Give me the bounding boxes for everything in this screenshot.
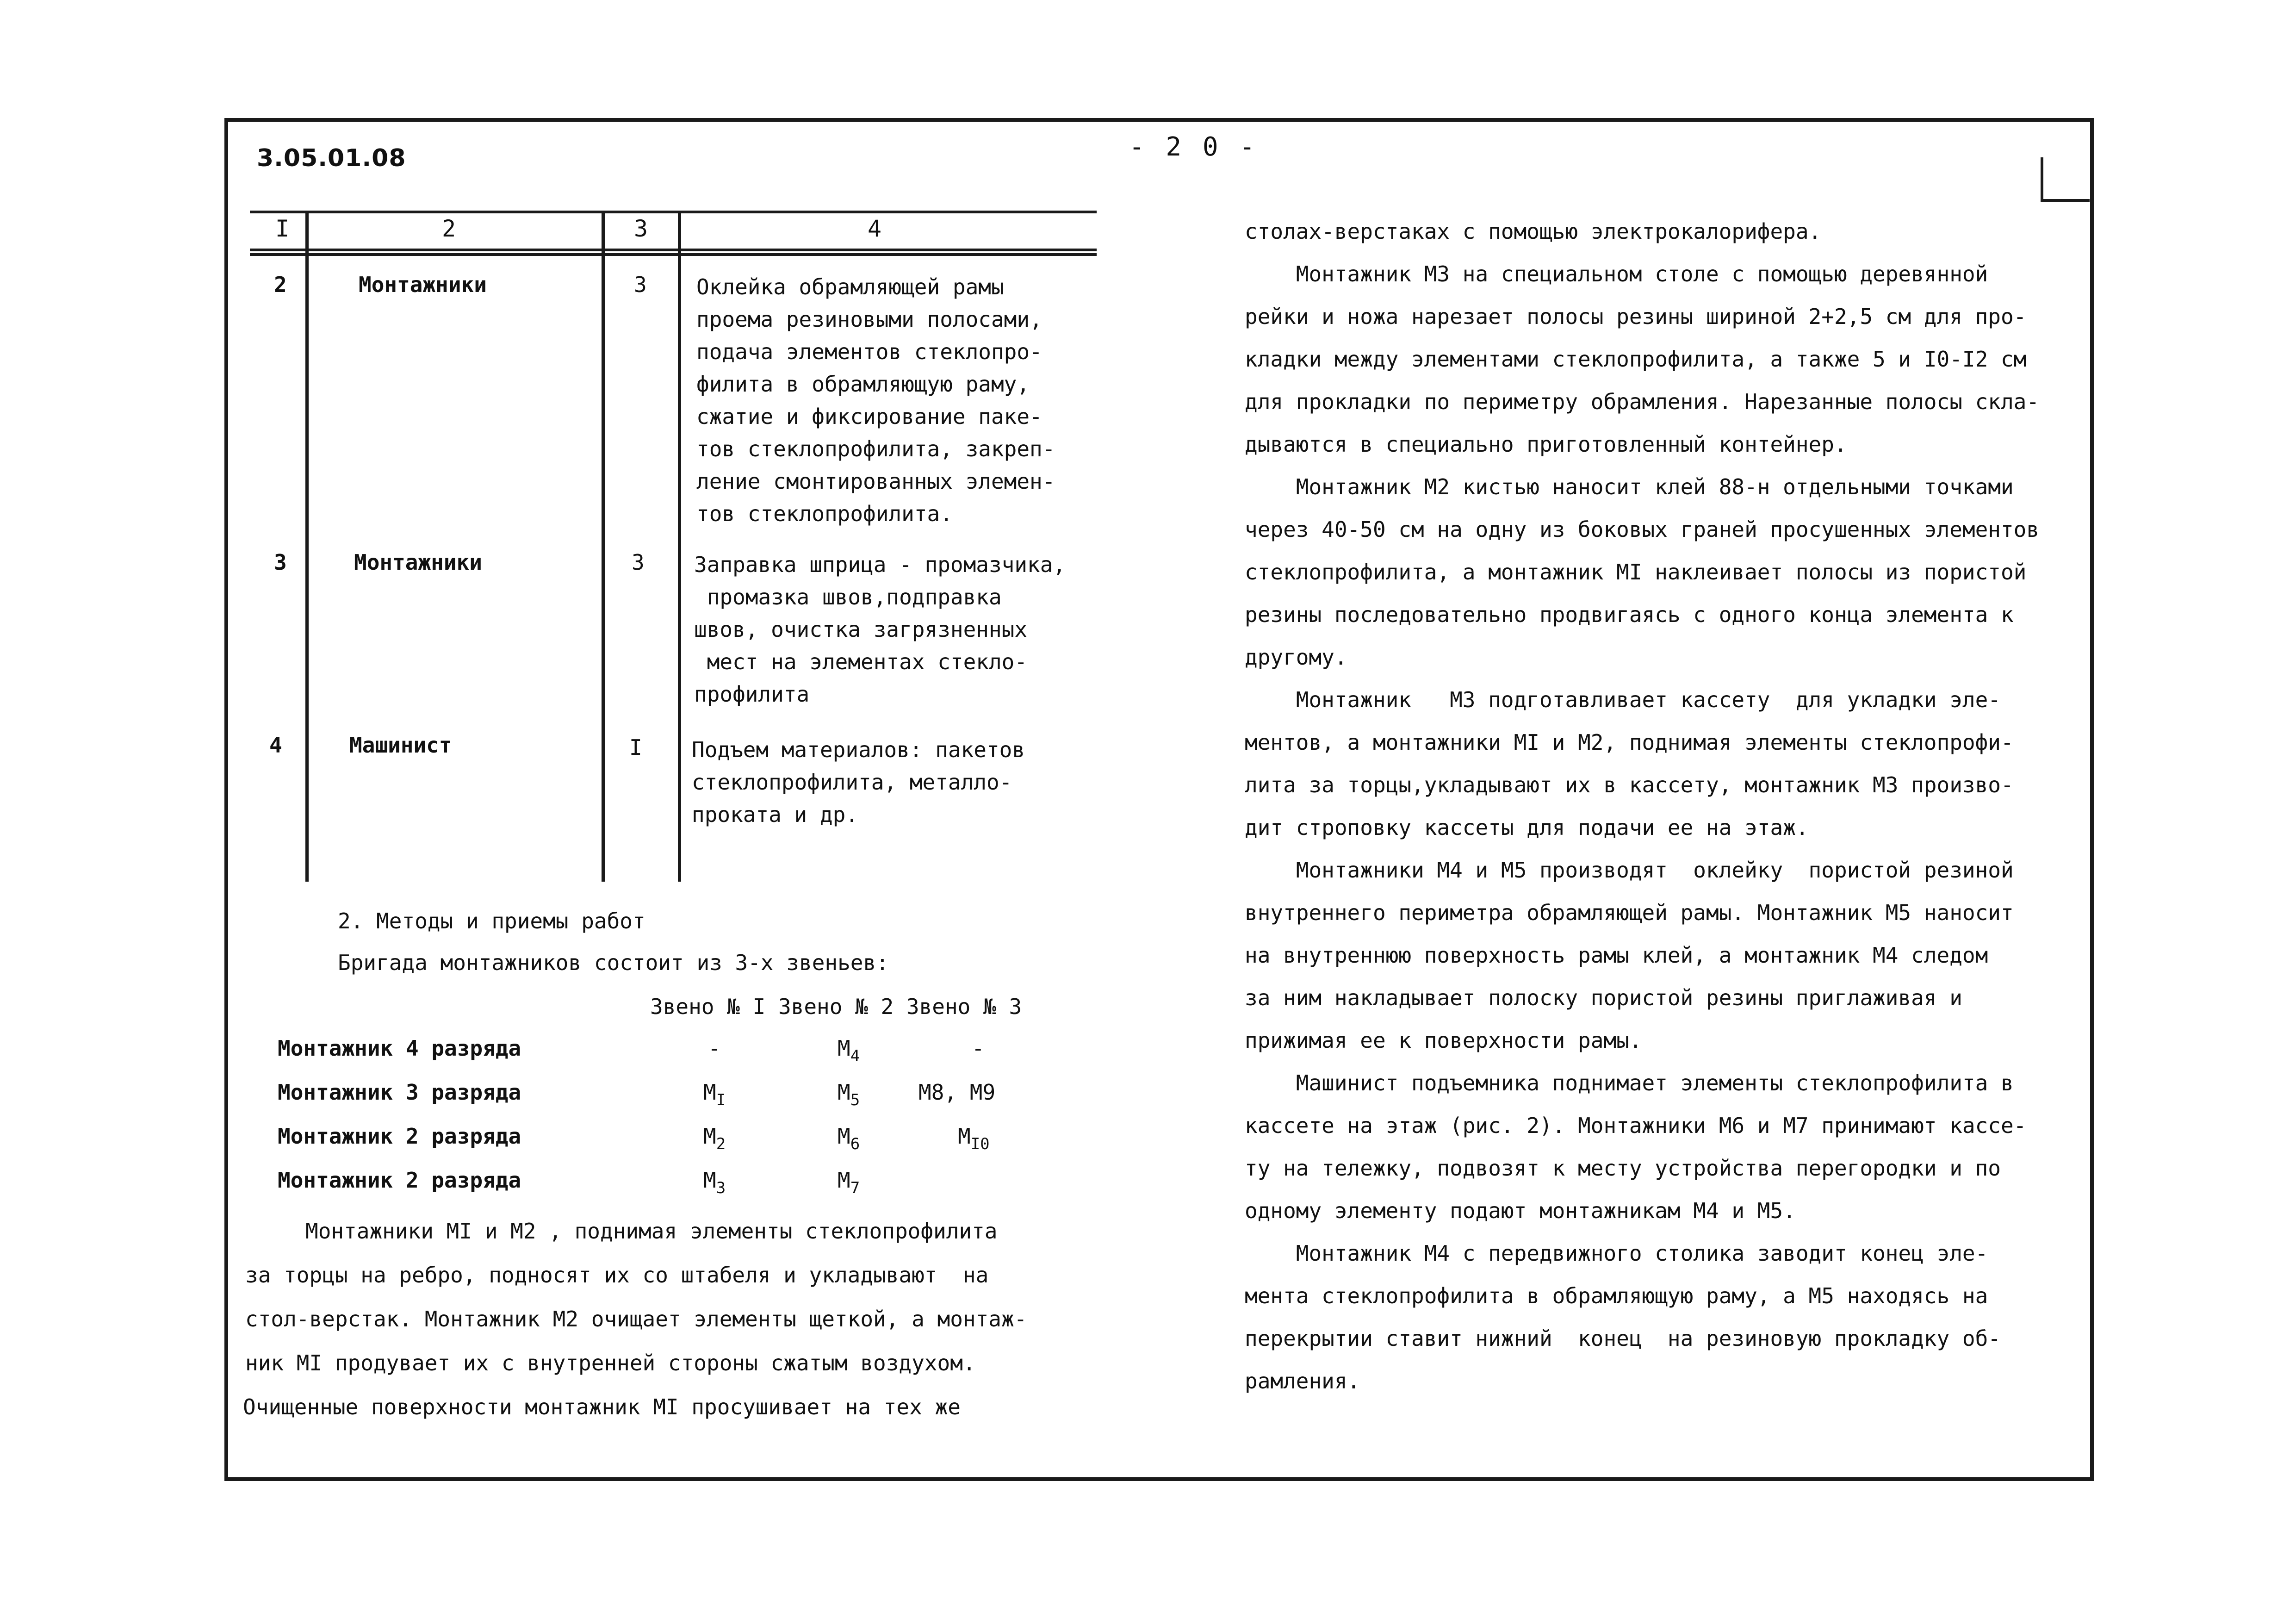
crew-row-z2: $М_5$	[838, 1080, 860, 1109]
crew-row-z2: $М_7$	[838, 1168, 860, 1197]
table-row-2-description: Заправка шприца - промазчика, промазка швов,подправка швов, очистка загрязненных мест на элементах стекло- профилита	[694, 552, 1066, 707]
table-col-divider-1	[305, 211, 309, 882]
body-line: кладки между элементами стеклопрофилита, а также 5 и I0-I2 см	[1245, 347, 2027, 372]
table-row-1-role: Монтажники	[359, 272, 487, 297]
table-row-1-count: 3	[634, 272, 647, 297]
body-line: ментов, а монтажники МI и М2, поднимая элементы стеклопрофи-	[1245, 730, 2014, 755]
paragraph-line: за торцы на ребро, подносят их со штабеля и укладывают на	[245, 1263, 989, 1288]
table-header-rule	[250, 249, 1097, 251]
crew-row-label: Монтажник 3 разряда	[278, 1080, 521, 1105]
table-row-3-description: Подъем материалов: пакетов стеклопрофилита, металло- проката и др.	[692, 737, 1025, 827]
body-line: для прокладки по периметру обрамления. Нарезанные полосы скла-	[1245, 389, 2040, 414]
document-code: 3.05.01.08	[257, 144, 406, 172]
body-line: за ним накладывает полоску пористой резины приглаживая и	[1245, 985, 1962, 1010]
crew-row-z1: $М_I$	[703, 1080, 726, 1109]
table-row-1-num: 2	[274, 272, 287, 297]
table-row-2-num: 3	[274, 550, 287, 575]
brigade-intro: Бригада монтажников состоит из 3-х звеньев:	[338, 950, 889, 975]
table-col-divider-3	[678, 211, 681, 882]
crew-row-z1: $М_2$	[703, 1124, 726, 1153]
table-col-divider-2	[602, 211, 605, 882]
body-line: Монтажник М3 на специальном столе с помощью деревянной	[1245, 261, 1988, 286]
page-number: - 2 0 -	[1129, 132, 1258, 162]
table-row-1-description: Оклейка обрамляющей рамы проема резиновыми полосами, подача элементов стеклопро- филита в обрамляющую раму, сжатие и фиксирование паке- тов стеклопрофилита, закреп- ление смонтированных элемен- тов стеклопрофилита.	[696, 274, 1055, 526]
crew-links-header: Звено № I Звено № 2 Звено № 3	[650, 994, 1022, 1019]
table-header-rule-2	[250, 253, 1097, 256]
crew-row-z3: $М_{I0}$	[958, 1124, 990, 1153]
body-line: через 40-50 см на одну из боковых граней просушенных элементов	[1245, 517, 2040, 542]
table-header-col4: 4	[867, 215, 882, 242]
crew-row-z1: $М_3$	[703, 1168, 726, 1197]
body-line: мента стеклопрофилита в обрамляющую раму, а М5 находясь на	[1245, 1283, 1988, 1308]
body-line: рейки и ножа нарезает полосы резины шириной 2+2,5 см для про-	[1245, 304, 2027, 329]
body-line: дит строповку кассеты для подачи ее на этаж.	[1245, 815, 1809, 840]
table-row-3-count: I	[629, 735, 642, 760]
crew-row-z3: М8, М9	[918, 1080, 996, 1105]
crew-row-label: Монтажник 2 разряда	[278, 1124, 521, 1149]
body-line: ту на тележку, подвозят к месту устройства перегородки и по	[1245, 1156, 2001, 1181]
crew-row-z2: $М_6$	[838, 1124, 860, 1153]
body-line: Монтажник М4 с передвижного столика заводит конец эле-	[1245, 1241, 1988, 1266]
crew-row-z1: -	[708, 1036, 721, 1061]
body-line: дываются в специально приготовленный контейнер.	[1245, 432, 1847, 457]
table-row-3-role: Машинист	[349, 733, 452, 758]
body-line: кассете на этаж (рис. 2). Монтажники М6 и М7 принимают кассе-	[1245, 1113, 2027, 1138]
table-row-2-count: 3	[632, 550, 645, 575]
body-line: рамления.	[1245, 1369, 1360, 1394]
body-line: Монтажники М4 и М5 производят оклейку пористой резиной	[1245, 858, 2014, 883]
table-top-rule	[250, 211, 1097, 213]
body-line: прижимая ее к поверхности рамы.	[1245, 1028, 1642, 1053]
table-header-col1: I	[275, 215, 290, 242]
table-header-col2: 2	[441, 215, 456, 242]
crew-row-label: Монтажник 4 разряда	[278, 1036, 521, 1061]
body-line: Машинист подъемника поднимает элементы стеклопрофилита в	[1245, 1070, 2014, 1095]
body-line: внутреннего периметра обрамляющей рамы. Монтажник М5 наносит	[1245, 900, 2014, 925]
paragraph-line: ник МI продувает их с внутренней стороны сжатым воздухом.	[245, 1350, 976, 1375]
table-row-2-role: Монтажники	[354, 550, 482, 575]
corner-stamp-box	[2041, 157, 2090, 202]
body-line: резины последовательно продвигаясь с одного конца элемента к	[1245, 602, 2014, 627]
body-line: Монтажник М3 подготавливает кассету для укладки эле-	[1245, 687, 2001, 712]
table-header-col3: 3	[633, 215, 648, 242]
paragraph-line: Монтажники МI и М2 , поднимая элементы стеклопрофилита	[305, 1219, 998, 1244]
body-line: стеклопрофилита, а монтажник МI наклеивает полосы из пористой	[1245, 560, 2027, 585]
body-line: столах-верстаках с помощью электрокалорифера.	[1245, 219, 1822, 244]
body-line: Монтажник М2 кистью наносит клей 88-н отдельными точками	[1245, 474, 2014, 499]
body-line: на внутреннюю поверхность рамы клей, а монтажник М4 следом	[1245, 943, 1988, 968]
body-line: одному элементу подают монтажникам М4 и М5.	[1245, 1198, 1796, 1223]
paragraph-line: Очищенные поверхности монтажник МI просушивает на тех же	[243, 1394, 961, 1419]
paragraph-line: стол-верстак. Монтажник М2 очищает элементы щеткой, а монтаж-	[245, 1307, 1027, 1332]
crew-row-z3: -	[972, 1036, 985, 1061]
section-title: 2. Методы и приемы работ	[338, 908, 645, 933]
crew-row-z2: $М_4$	[838, 1036, 860, 1065]
work-table	[250, 211, 1097, 882]
body-line: лита за торцы,укладывают их в кассету, монтажник М3 произво-	[1245, 772, 2014, 797]
table-row-3-num: 4	[269, 733, 282, 758]
body-line: другому.	[1245, 645, 1347, 670]
body-line: перекрытии ставит нижний конец на резиновую прокладку об-	[1245, 1326, 2001, 1351]
crew-row-label: Монтажник 2 разряда	[278, 1168, 521, 1193]
